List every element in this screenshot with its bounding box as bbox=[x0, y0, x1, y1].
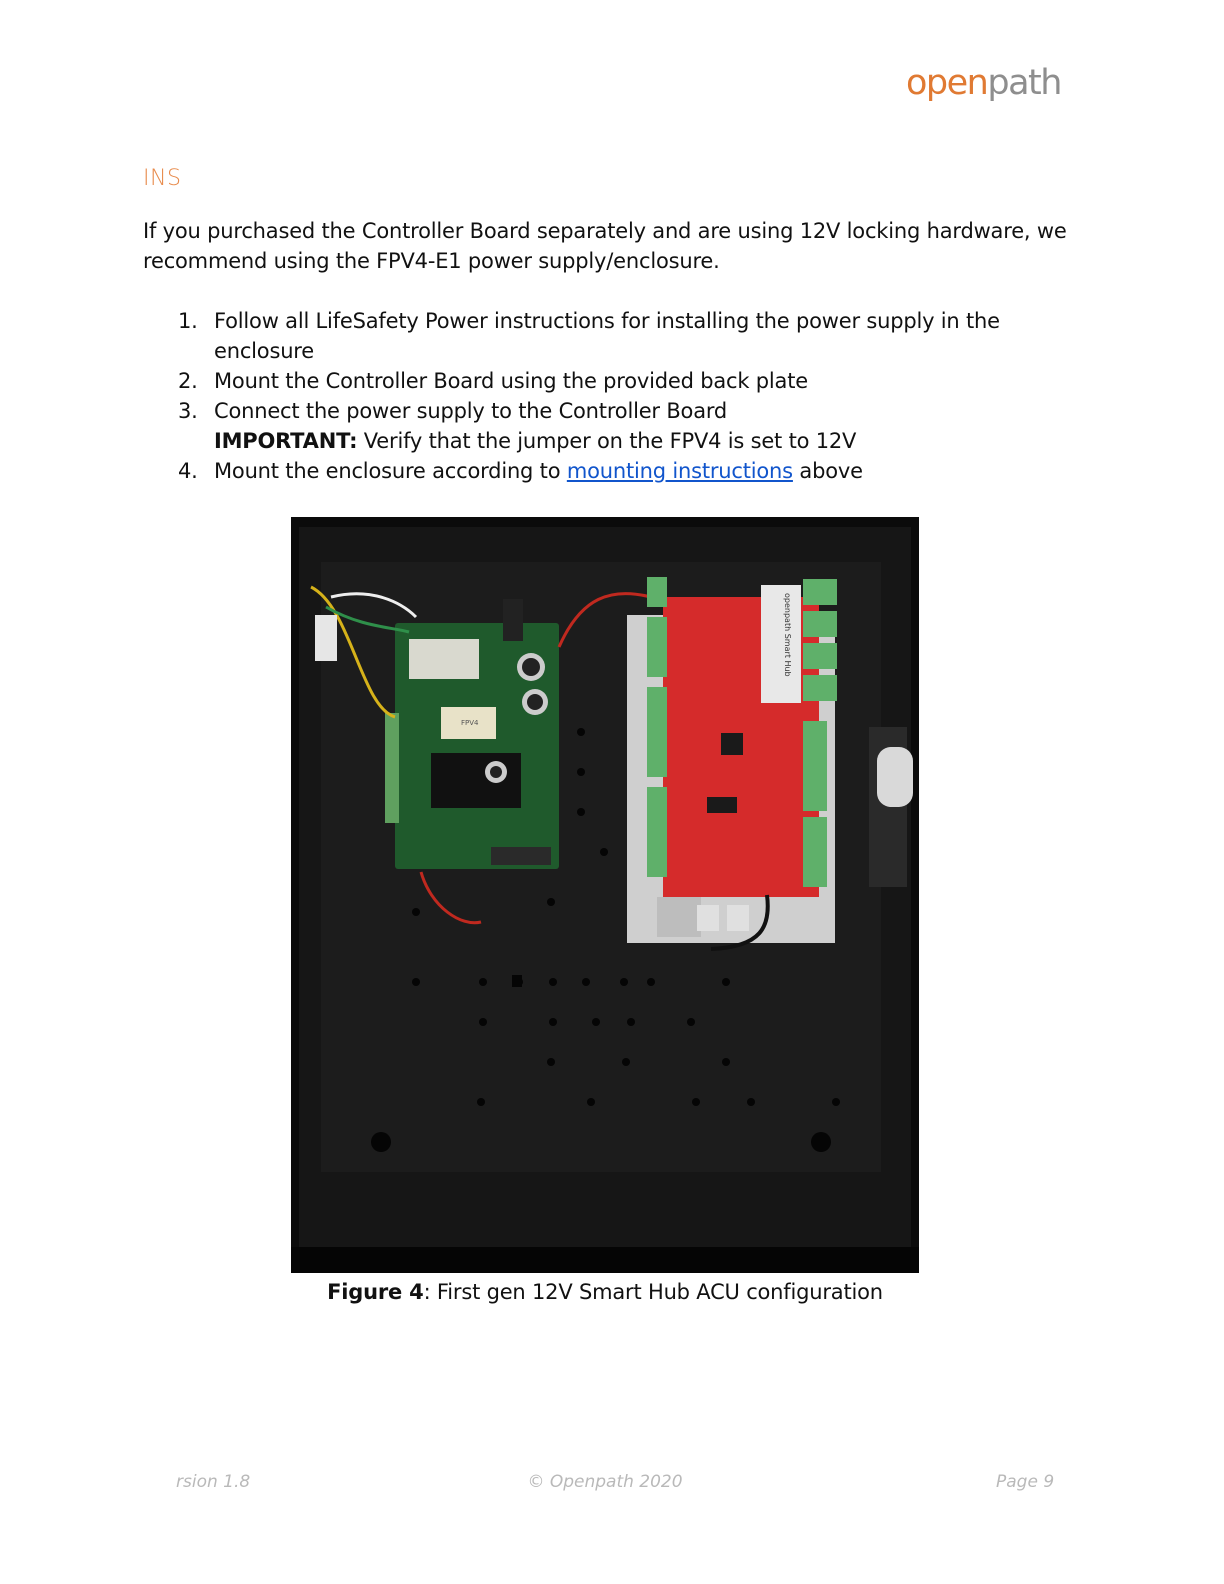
caption-text: : First gen 12V Smart Hub ACU configuration bbox=[423, 1280, 883, 1304]
section-heading: INS bbox=[143, 166, 182, 191]
enclosure-illustration bbox=[291, 517, 919, 1273]
list-number: 3. bbox=[178, 399, 198, 423]
openpath-logo: openpath bbox=[906, 63, 1061, 103]
important-label: IMPORTANT: bbox=[214, 429, 358, 453]
step-text: Connect the power supply to the Controller Board bbox=[214, 399, 728, 423]
footer-page-number: Page 9 bbox=[996, 1472, 1055, 1492]
list-item bbox=[143, 306, 1093, 366]
figure-caption bbox=[0, 1280, 1210, 1304]
list-item bbox=[143, 396, 1093, 456]
step-text: Mount the enclosure according to mounting instructions above bbox=[214, 459, 863, 483]
step-text-line: enclosure bbox=[214, 339, 315, 363]
footer-version: rsion 1.8 bbox=[176, 1472, 251, 1492]
list-number: 4. bbox=[178, 459, 198, 483]
list-item bbox=[143, 366, 1093, 396]
mounting-instructions-link[interactable]: mounting instructions bbox=[566, 459, 793, 483]
psu-label: FPV4 bbox=[461, 719, 479, 727]
footer-copyright: © Openpath 2020 bbox=[527, 1472, 683, 1492]
board-label: openpath Smart Hub bbox=[783, 593, 792, 677]
important-text: Verify that the jumper on the FPV4 is set to 12V bbox=[357, 429, 857, 453]
list-number: 1. bbox=[178, 309, 198, 333]
instruction-list bbox=[143, 306, 1093, 486]
important-note bbox=[214, 426, 1093, 456]
enclosure-photo bbox=[291, 517, 919, 1273]
list-item bbox=[143, 456, 1093, 486]
step-text-line: Follow all LifeSafety Power instructions for installing the power supply in the bbox=[214, 309, 1000, 333]
step-text: Mount the Controller Board using the provided back plate bbox=[214, 369, 808, 393]
caption-label: Figure 4 bbox=[327, 1280, 424, 1304]
list-number: 2. bbox=[178, 369, 198, 393]
intro-paragraph: If you purchased the Controller Board separately and are using 12V locking hardware, we recommend using the FPV4-E1 power supply/enclosure. bbox=[143, 219, 1067, 273]
